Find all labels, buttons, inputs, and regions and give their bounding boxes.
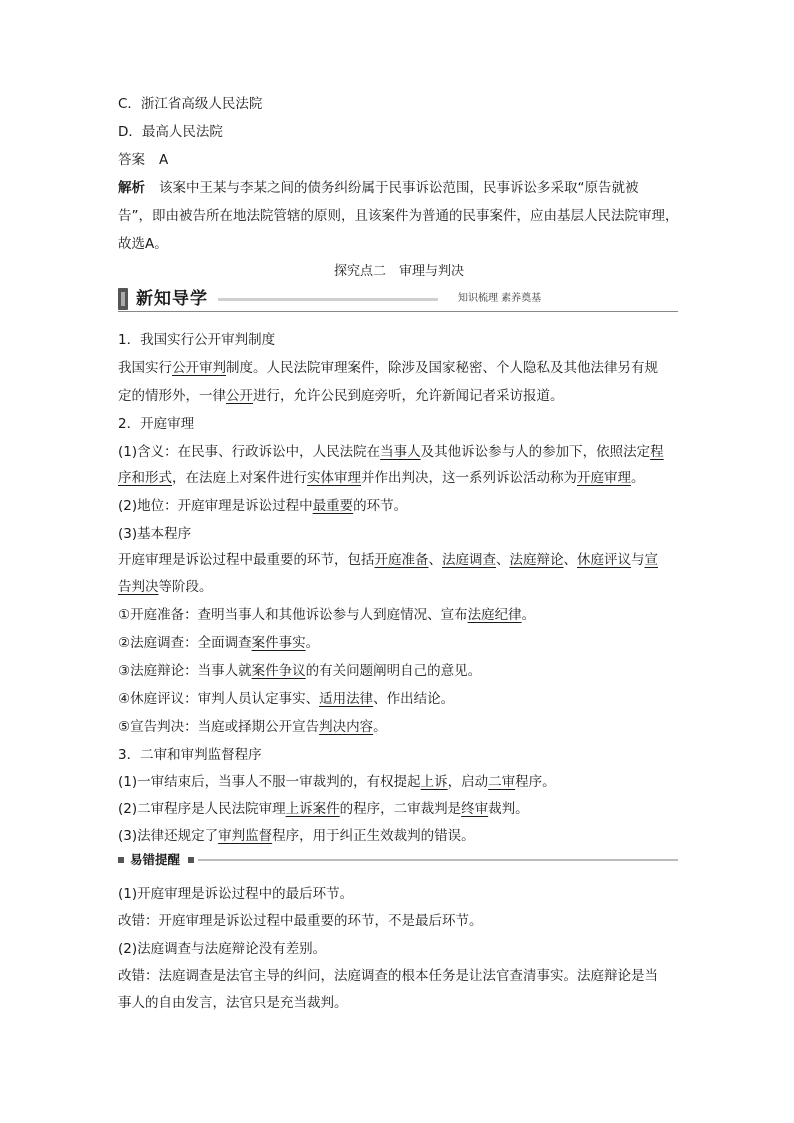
xinzhi-daoxue-header — [118, 288, 678, 312]
correction-2-line-1: 改错：法庭调查是法官主导的纠问，法庭调查的根本任务是让法官查清事实。法庭辩论是当 — [118, 968, 658, 984]
analysis-line-2: 告”，即由被告所在地法院管辖的原则，且该案件为普通的民事案件，应由基层人民法院审理， — [118, 208, 679, 224]
header-underline — [118, 311, 678, 312]
p2-definition-2: 序和形式，在法庭上对案件进行实体审理并作出判决，这一系列诉讼活动称为开庭审理。 — [118, 470, 645, 486]
section-title: 探究点二 审理与判决 — [333, 264, 464, 279]
step-1: ①开庭准备：查明当事人和其他诉讼参与人到庭情况、宣布法庭纪律。 — [118, 607, 536, 623]
p2-definition-1: (1)含义：在民事、行政诉讼中，人民法院在当事人及其他诉讼参与人的参加下，依照法定程 — [118, 444, 664, 460]
header-subtitle: 知识梳理 素养奠基 — [458, 293, 542, 304]
p3-item-3: (3)法律还规定了审判监督程序，用于纠正生效裁判的错误。 — [118, 828, 475, 844]
correction-1: 改错：开庭审理是诉讼过程中最重要的环节，不是最后环节。 — [118, 913, 483, 929]
answer-line — [118, 150, 680, 170]
option-c: C．浙江省高级人民法院 — [118, 96, 263, 112]
header-title: 新知导学 — [136, 289, 208, 309]
p3-item-2: (2)二审程序是人民法院审理上诉案件的程序，二审裁判是终审裁判。 — [118, 801, 529, 817]
header-rule — [218, 298, 438, 301]
p2-position: (2)地位：开庭审理是诉讼过程中最重要的环节。 — [118, 498, 408, 514]
heading-1: 1．我国实行公开审判制度 — [118, 332, 276, 348]
p1-line-2: 定的情形外，一律公开进行，允许公民到庭旁听，允许新闻记者采访报道。 — [118, 388, 564, 404]
analysis-line-1: 解析 该案中王某与李某之间的债务纠纷属于民事诉讼范围，民事诉讼多采取“原告就被 — [118, 180, 639, 196]
error-1: (1)开庭审理是诉讼过程中的最后环节。 — [118, 886, 354, 902]
p2-procedure-2: 告判决等阶段。 — [118, 579, 213, 595]
step-4: ④休庭评议：审判人员认定事实、适用法律、作出结论。 — [118, 691, 455, 707]
heading-2: 2．开庭审理 — [118, 416, 195, 432]
step-3: ③法庭辩论：当事人就案件争议的有关问题阐明自己的意见。 — [118, 663, 482, 679]
square-bullet-icon — [118, 857, 124, 863]
error-2: (2)法庭调查与法庭辩论没有差别。 — [118, 941, 327, 957]
correction-2-line-2: 事人的自由发言，法官只是充当裁判。 — [118, 995, 348, 1011]
yicuo-title: 易错提醒 — [130, 852, 181, 867]
square-bullet-icon — [188, 857, 194, 863]
answer-label: 答案 — [118, 152, 145, 168]
answer-value: A — [159, 152, 169, 168]
heading-3: 3．二审和审判监督程序 — [118, 747, 262, 763]
header-bar-icon — [118, 288, 128, 310]
p2-procedure-heading: (3)基本程序 — [118, 526, 192, 542]
analysis-line-3: 故选A。 — [118, 236, 168, 252]
option-d: D．最高人民法院 — [118, 124, 223, 140]
yicuo-tixing-header — [118, 852, 678, 868]
p2-procedure-1: 开庭审理是诉讼过程中最重要的环节，包括开庭准备、法庭调查、法庭辩论、休庭评议与宣 — [118, 552, 658, 568]
p3-item-1: (1)一审结束后，当事人不服一审裁判的，有权提起上诉，启动二审程序。 — [118, 774, 556, 790]
p1-line-1: 我国实行公开审判制度。人民法院审理案件，除涉及国家秘密、个人隐私及其他法律另有规 — [118, 360, 658, 376]
yicuo-rule — [198, 859, 678, 861]
step-5: ⑤宣告判决：当庭或择期公开宣告判决内容。 — [118, 719, 387, 735]
analysis-label: 解析 — [118, 180, 145, 196]
step-2: ②法庭调查：全面调查案件事实。 — [118, 635, 320, 651]
